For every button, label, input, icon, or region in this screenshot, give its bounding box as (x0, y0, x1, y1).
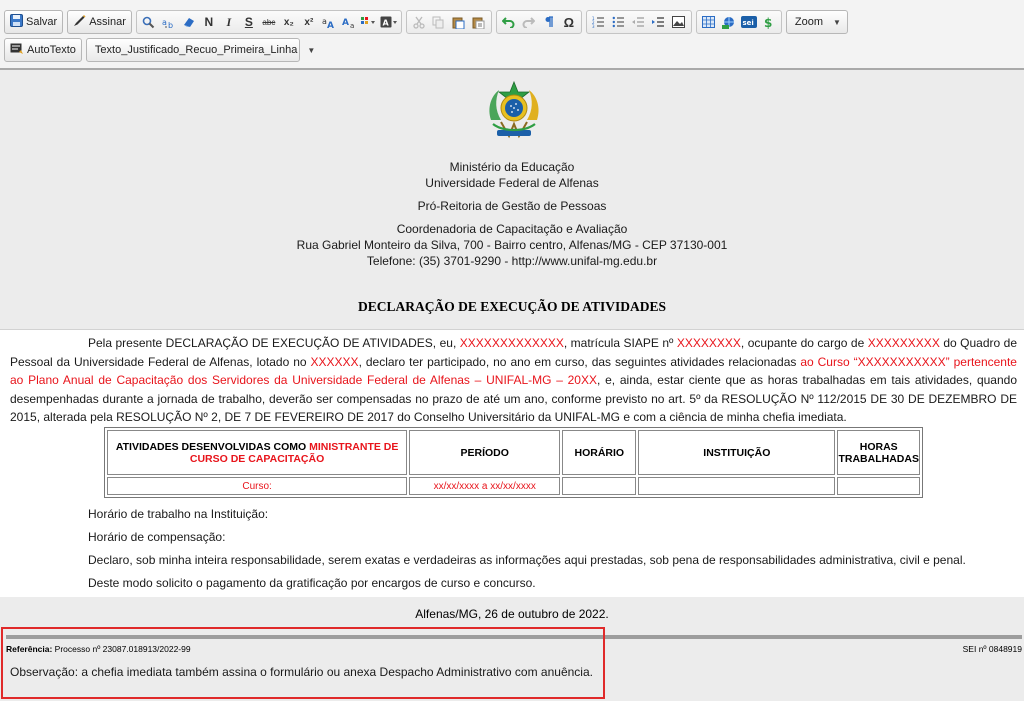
svg-text:A: A (382, 18, 389, 27)
paste-text-icon[interactable] (469, 12, 489, 32)
sign-label: Assinar (89, 16, 126, 28)
table-row (107, 477, 920, 495)
time-column-header: HORÁRIO (562, 430, 636, 475)
chevron-down-icon: ▼ (307, 45, 316, 55)
undo-icon[interactable] (499, 12, 519, 32)
paragraph-text-3: , ocupante do cargo de (740, 336, 868, 350)
zoom-label: Zoom (794, 16, 823, 28)
increase-indent-icon[interactable] (649, 12, 669, 32)
chevron-down-icon: ▼ (833, 17, 841, 27)
background-color-icon[interactable] (379, 12, 399, 32)
highlight-annotation (1, 627, 605, 699)
editor-toolbar (0, 0, 1024, 70)
paragraph-text-2: , matrícula SIAPE nº (563, 336, 677, 350)
page-title: DECLARAÇÃO DE EXECUÇÃO DE ATIVIDADES (357, 299, 667, 314)
hours-column-header: HORAS TRABALHADAS (837, 430, 920, 475)
period-column-header: PERÍODO (409, 430, 560, 475)
list-group (586, 10, 692, 34)
svg-text:1: 1 (592, 16, 595, 21)
format-group (136, 10, 402, 34)
observation-note: Observação: a chefia imediata também assina o formulário ou anexa Despacho Administrativo com anuência. (10, 665, 593, 679)
declaration-paragraph (10, 334, 1017, 427)
pen-icon (73, 14, 86, 30)
process-number: Processo nº 23087.018913/2022-99 (52, 644, 191, 654)
period-cell[interactable]: xx/xx/xxxx a xx/xx/xxxx (409, 477, 560, 495)
autotext-label: AutoTexto (27, 44, 76, 56)
cut-icon[interactable] (409, 12, 429, 32)
declaration-statement: Declaro, sob minha inteira responsabilidade, serem exatas e verdadeiras as informações aqui prestadas, sob pena de responsabilidades administrativa, civil e penal. (88, 553, 966, 567)
paste-icon[interactable] (449, 12, 469, 32)
decrease-indent-icon[interactable] (629, 12, 649, 32)
lotacao-placeholder: XXXXXX (310, 354, 359, 369)
eraser-icon[interactable] (179, 12, 199, 32)
zoom-select[interactable] (786, 10, 848, 34)
svg-text:sei: sei (742, 19, 754, 27)
clipboard-group (406, 10, 492, 34)
course-placeholder: ao Curso “XXXXXXXXXXX” pertencente ao Plano Anual de Capacitação dos Servidores da Universidade Federal de Alfenas – UNIFAL-MG – 20XX (10, 354, 1017, 387)
activities-header-highlight: MINISTRANTE DE CURSO DE CAPACITAÇÃO (189, 440, 399, 465)
svg-text:a: a (349, 21, 355, 29)
save-button[interactable] (4, 10, 63, 34)
reference-label: Referência: (6, 644, 53, 654)
paragraph-mark-icon[interactable] (539, 12, 559, 32)
document-area (0, 70, 1024, 701)
paragraph-style-select[interactable] (86, 38, 316, 62)
institution-column-header: INSTITUIÇÃO (638, 430, 835, 475)
dollar-icon[interactable] (759, 12, 779, 32)
brazil-coat-of-arms-icon (483, 80, 545, 144)
autotext-icon (10, 43, 24, 58)
document-header (0, 70, 1024, 330)
svg-text:A: A (326, 20, 334, 29)
paragraph-text-4: do Quadro de Pessoal da Universidade Federal de Alfenas, lotado no (10, 336, 1018, 369)
hours-cell[interactable] (837, 477, 920, 495)
paragraph-style-value: Texto_Justificado_Recuo_Primeira_Linha (94, 44, 298, 56)
coordination-line: Coordenadoria de Capacitação e Avaliação (396, 222, 628, 236)
name-placeholder: XXXXXXXXXXXXX (459, 336, 564, 350)
save-label: Salvar (26, 16, 58, 28)
find-icon[interactable] (139, 12, 159, 32)
autotext-button[interactable] (4, 38, 82, 62)
subscript-button[interactable]: x₂ (283, 16, 294, 28)
activities-table (104, 427, 923, 498)
uppercase-icon[interactable] (319, 12, 339, 32)
paragraph-text-5: , declaro ter participado, no ano em curso, das seguintes atividades relacionadas (358, 354, 801, 369)
edit-group (496, 10, 582, 34)
superscript-button[interactable]: x² (304, 16, 314, 28)
copy-icon[interactable] (429, 12, 449, 32)
redo-icon[interactable] (519, 12, 539, 32)
work-hours-line: Horário de trabalho na Instituição: (88, 507, 269, 521)
table-header-row (107, 430, 920, 475)
toolbar-row-2 (0, 36, 316, 64)
svg-text:3: 3 (592, 24, 595, 28)
siape-placeholder: XXXXXXXX (676, 336, 741, 350)
lowercase-icon[interactable] (339, 12, 359, 32)
sei-link-icon[interactable] (739, 12, 759, 32)
compensation-hours-line: Horário de compensação: (88, 530, 226, 544)
floppy-disk-icon (10, 14, 23, 30)
underline-button[interactable]: S (244, 15, 253, 29)
document-body[interactable] (0, 331, 1024, 597)
svg-text:$: $ (763, 15, 773, 29)
activities-column-header (107, 430, 407, 475)
university-line: Universidade Federal de Alfenas (425, 176, 599, 190)
sign-button[interactable] (67, 10, 132, 34)
cargo-placeholder: XXXXXXXXX (867, 336, 940, 350)
strikethrough-button[interactable]: abc (262, 17, 276, 27)
svg-text:A: A (341, 17, 349, 28)
ministry-line: Ministério da Educação (449, 160, 575, 174)
bold-button[interactable]: N (204, 15, 214, 29)
replace-icon[interactable] (159, 12, 179, 32)
insert-group (696, 10, 782, 34)
text-color-icon[interactable] (359, 12, 379, 32)
image-icon[interactable] (669, 12, 689, 32)
bulleted-list-icon[interactable] (609, 12, 629, 32)
svg-text:b: b (167, 20, 173, 29)
link-icon[interactable] (719, 12, 739, 32)
course-cell[interactable]: Curso: (107, 477, 407, 495)
numbered-list-icon[interactable] (589, 12, 609, 32)
table-icon[interactable] (699, 12, 719, 32)
toolbar-row-1 (0, 8, 848, 36)
italic-button[interactable]: I (226, 14, 232, 29)
svg-text:a: a (321, 16, 327, 26)
institution-cell[interactable] (638, 477, 835, 495)
place-date: Alfenas/MG, 26 de outubro de 2022. (415, 607, 609, 621)
phone-line: Telefone: (35) 3701-9290 - http://www.unifal-mg.edu.br (366, 254, 658, 268)
pro-rectory-line: Pró-Reitoria de Gestão de Pessoas (417, 199, 607, 213)
paragraph-text-1: Pela presente DECLARAÇÃO DE EXECUÇÃO DE ATIVIDADES, eu, (88, 336, 460, 350)
svg-text:a: a (161, 17, 167, 27)
svg-text:2: 2 (592, 20, 595, 25)
address-line: Rua Gabriel Monteiro da Silva, 700 - Bairro centro, Alfenas/MG - CEP 37130-001 (296, 238, 728, 252)
special-characters-button[interactable]: Ω (563, 14, 575, 30)
activities-header-text: ATIVIDADES DESENVOLVIDAS COMO (115, 440, 310, 453)
time-cell[interactable] (562, 477, 636, 495)
sei-number: SEI nº 0848919 (962, 644, 1022, 654)
payment-request-line: Deste modo solicito o pagamento da gratificação por encargos de curso e concurso. (88, 576, 536, 590)
paragraph-text-6: , e, ainda, estar ciente que as horas trabalhadas em tais atividades, quando desempenhadas durante a jornada de trabalho, deverão ser compensadas no prazo de até um ano, conforme previsto no art. 5º da RESOLUÇÃO Nº 112/2015 DE 30 DE DEZEMBRO DE 2015, alterada pela RESOLUÇÃO Nº 2, DE 7 DE FEVEREIRO DE 2017 do Conselho Universitário da UNIFAL-MG e com a ciência de minha chefia imediata. (10, 373, 1017, 424)
